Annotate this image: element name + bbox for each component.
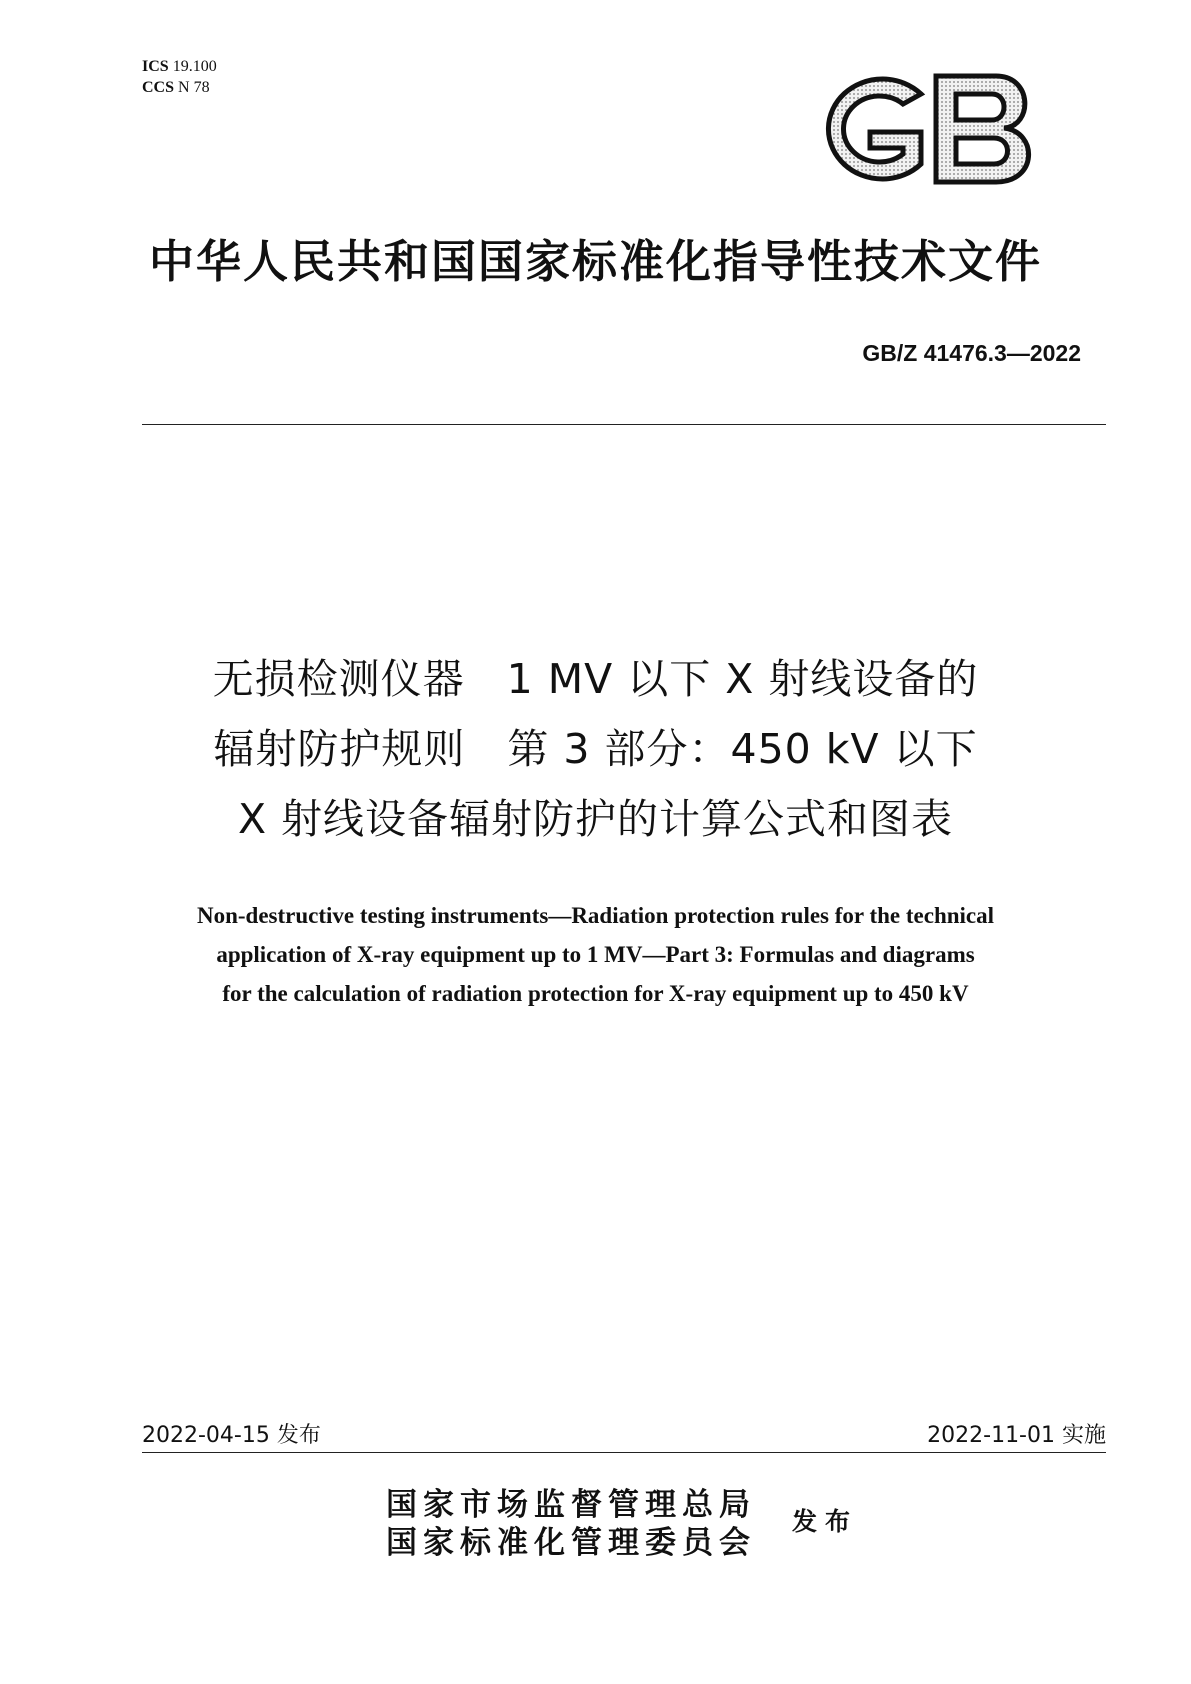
classification-codes [142,56,217,98]
english-title-line: application of X-ray equipment up to 1 MV—Part 3: Formulas and diagrams [216,942,975,967]
chinese-title-line: X 射线设备辐射防护的计算公式和图表 [237,795,954,843]
english-title-line: Non-destructive testing instruments—Radiation protection rules for the technical [196,903,995,928]
publish-label: 发布 [792,1507,859,1536]
publisher-name: 国家市场监督管理总局 [386,1487,756,1523]
gb-logo [808,68,1043,190]
publish-date: 2022-04-15 发布 [142,1423,321,1448]
chinese-title [0,644,1191,854]
ics-code: ICS 19.100 [142,58,217,75]
english-title-line: for the calculation of radiation protection for X-ray equipment up to 450 kV [222,981,969,1006]
publishers [386,1486,756,1562]
issuer-title: 中华人民共和国国家标准化指导性技术文件 [148,235,1042,288]
top-divider [142,424,1106,425]
publisher-name: 国家标准化管理委员会 [386,1525,756,1561]
chinese-title-line: 无损检测仪器 1 MV 以下 X 射线设备的 [212,655,979,703]
bottom-divider [142,1452,1106,1453]
implement-date: 2022-11-01 实施 [927,1423,1106,1448]
ccs-code: CCS N 78 [142,79,210,96]
english-title [0,896,1191,1013]
standard-number: GB/Z 41476.3—2022 [862,340,1081,366]
chinese-title-line: 辐射防护规则 第 3 部分：450 kV 以下 [213,725,978,773]
